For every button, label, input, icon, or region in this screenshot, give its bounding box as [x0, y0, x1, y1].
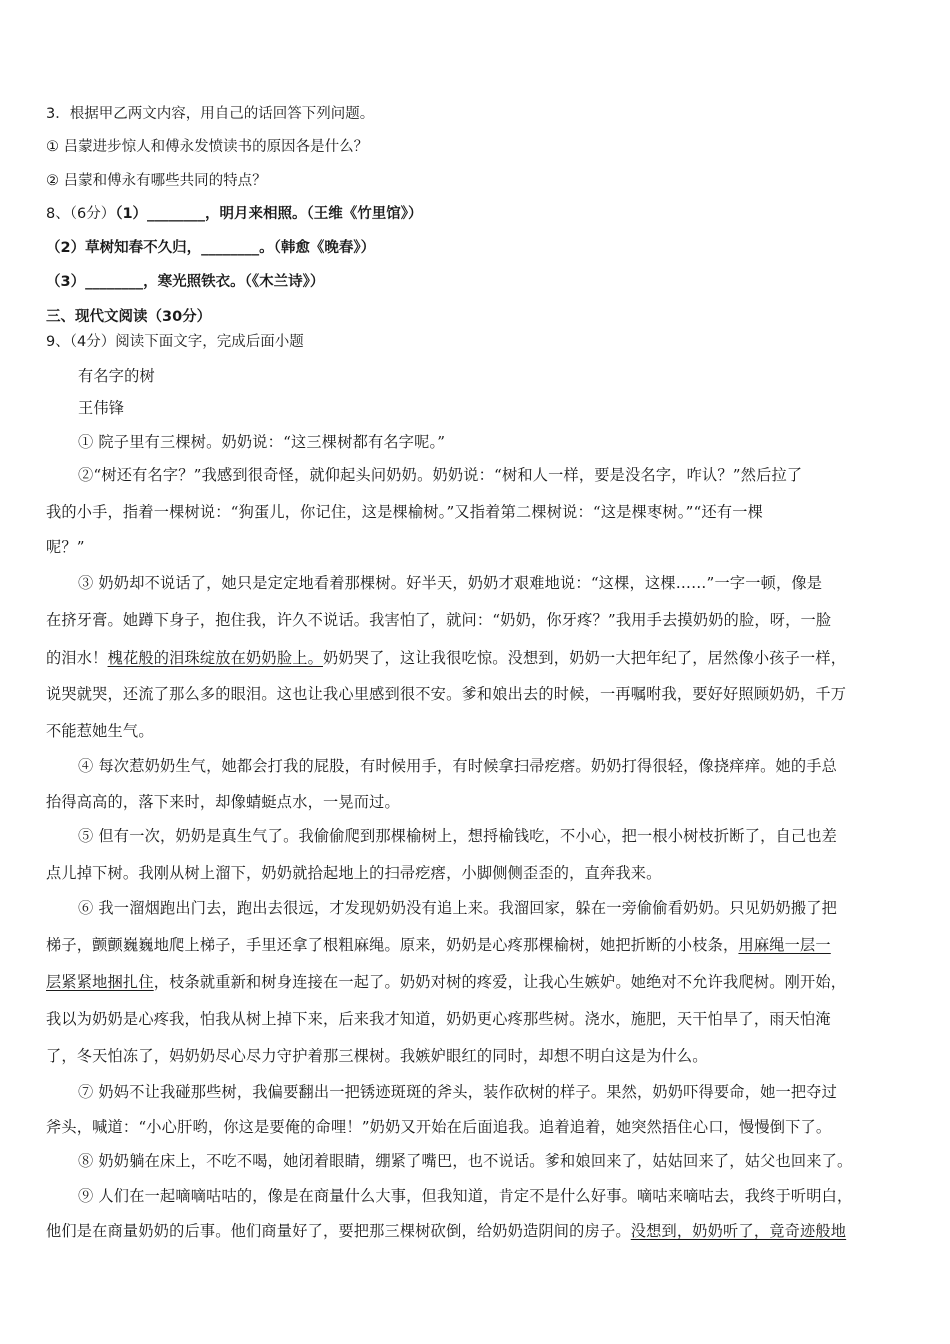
q3-title: 3．根据甲乙两文内容，用自己的话回答下列问题。	[46, 106, 375, 122]
paragraph-7-line-1: ⑦ 奶妈不让我碰那些树，我偏要翻出一把锈迹斑斑的斧头，装作砍树的样子。果然，奶奶吓得要命，她一把夺过	[78, 1083, 838, 1101]
q8-blank1: （1）________，明月来相照。（王维《竹里馆》）	[115, 206, 423, 222]
q3-sub2: ② 吕蒙和傅永有哪些共同的特点？	[46, 173, 267, 189]
paragraph-4-line-1: ④ 每次惹奶奶生气，她都会打我的屁股，有时候用手，有时候拿扫帚疙瘩。奶奶打得很轻，像挠痒痒。她的手总	[78, 757, 838, 775]
q9-intro: 9、（4分）阅读下面文字，完成后面小题	[46, 334, 304, 350]
section-3-title: 三、现代文阅读（30分）	[46, 309, 212, 325]
paragraph-3-line-1: ③ 奶奶却不说话了，她只是定定地看着那棵树。好半天，奶奶才艰难地说：“这棵，这棵……”一字一顿，像是	[78, 574, 823, 592]
paragraph-2-line-3: 呢？”	[46, 538, 85, 556]
p9-underlined: 没想到，奶奶听了，竟奇迹般地	[630, 1222, 847, 1240]
paragraph-4-line-2: 抬得高高的，落下来时，却像蜻蜓点水，一晃而过。	[46, 793, 400, 811]
paragraph-1: ① 院子里有三棵树。奶奶说：“这三棵树都有名字呢。”	[78, 433, 446, 451]
paragraph-5-line-2: 点儿掉下树。我刚从树上溜下，奶奶就拾起地上的扫帚疙瘩，小脚侧侧歪歪的，直奔我来。	[46, 864, 662, 882]
paragraph-5-line-1: ⑤ 但有一次，奶奶是真生气了。我偷偷爬到那棵榆树上，想捋榆钱吃，不小心，把一根小树枝折断了，自己也差	[78, 827, 838, 845]
article-author: 王伟锋	[78, 399, 125, 417]
p6-text-b: ，枝条就重新和树身连接在一起了。奶奶对树的疼爱，让我心生嫉妒。她绝对不允许我爬树。刚开始，	[153, 973, 847, 991]
paragraph-6-line-4: 我以为奶奶是心疼我，怕我从树上掉下来，后来我才知道，奶奶更心疼那些树。浇水，施肥，天干怕旱了，雨天怕淹	[46, 1010, 831, 1028]
paragraph-9-line-1: ⑨ 人们在一起嘀嘀咕咕的，像是在商量什么大事，但我知道，肯定不是什么好事。嘀咕来嘀咕去，我终于听明白，	[78, 1187, 853, 1205]
q3-sub1: ① 吕蒙进步惊人和傅永发愤读书的原因各是什么？	[46, 139, 369, 155]
p9-text-a: 他们是在商量奶奶的后事。他们商量好了，要把那三棵树砍倒，给奶奶造阴间的房子。	[46, 1222, 631, 1240]
paragraph-3-line-4: 说哭就哭，还流了那么多的眼泪。这也让我心里感到很不安。爹和娘出去的时候，一再嘱咐我，要好好照顾奶奶，千万	[46, 685, 847, 703]
q8-line3: （3）________，寒光照铁衣。（《木兰诗》）	[46, 274, 325, 290]
q8-line2: （2）草树知春不久归，________。（韩愈《晚春》）	[46, 240, 376, 256]
paragraph-2-line-1: ②“树还有名字？”我感到很奇怪，就仰起头问奶奶。奶奶说：“树和人一样，要是没名字，咋认？”然后拉了	[78, 466, 803, 484]
paragraph-9-line-2	[46, 1221, 846, 1241]
p3-text-b: 奶奶哭了，这让我很吃惊。没想到，奶奶一大把年纪了，居然像小孩子一样，	[323, 649, 847, 667]
paragraph-3-line-3	[46, 648, 846, 668]
p6-underlined-b: 层紧紧地捆扎住	[46, 973, 154, 991]
paragraph-6-line-3	[46, 972, 846, 992]
paragraph-6-line-5: 了，冬天怕冻了，妈奶奶尽心尽力守护着那三棵树。我嫉妒眼红的同时，却想不明白这是为什么。	[46, 1047, 708, 1065]
paragraph-3-line-5: 不能惹她生气。	[46, 722, 154, 740]
paragraph-8-line-1: ⑧ 奶奶躺在床上，不吃不喝，她闭着眼睛，绷紧了嘴巴，也不说话。爹和娘回来了，姑姑回来了，姑父也回来了。	[78, 1152, 853, 1170]
q8-line1	[46, 204, 423, 224]
paragraph-7-line-2: 斧头，喊道：“小心肝哟，你这是要俺的命哩！”奶奶又开始在后面追我。追着追着，她突然捂住心口，慢慢倒下了。	[46, 1118, 832, 1136]
p3-text-a: 的泪水！	[46, 649, 108, 667]
paragraph-3-line-2: 在挤牙膏。她蹲下身子，抱住我，许久不说话。我害怕了，就问：“奶奶，你牙疼？”我用手去摸奶奶的脸，呀，一脸	[46, 611, 832, 629]
paragraph-6-line-1: ⑥ 我一溜烟跑出门去，跑出去很远，才发现奶奶没有追上来。我溜回家，躲在一旁偷偷看奶奶。只见奶奶搬了把	[78, 899, 838, 917]
paragraph-6-line-2	[46, 935, 831, 955]
p6-text-a: 梯子，颤颤巍巍地爬上梯子，手里还拿了根粗麻绳。原来，奶奶是心疼那棵榆树，她把折断的小枝条，	[46, 936, 739, 954]
article-title: 有名字的树	[78, 367, 155, 385]
p3-underlined-sentence: 槐花般的泪珠绽放在奶奶脸上。	[107, 649, 323, 667]
paragraph-2-line-2: 我的小手，指着一棵树说：“狗蛋儿，你记住，这是棵榆树。”又指着第二棵树说：“这是棵枣树。”“还有一棵	[46, 503, 764, 521]
p6-underlined-a: 用麻绳一层一	[738, 936, 831, 954]
q8-prefix: 8、（6分）	[46, 206, 116, 222]
